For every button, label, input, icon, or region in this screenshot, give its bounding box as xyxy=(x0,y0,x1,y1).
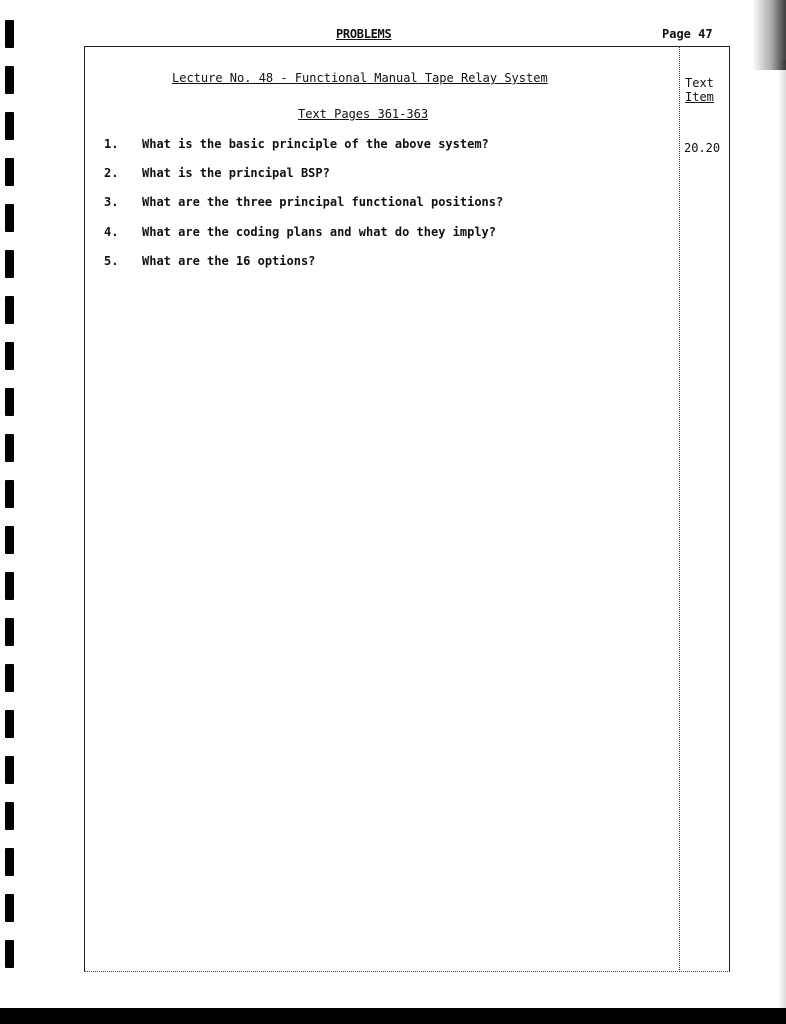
punch-hole xyxy=(5,158,14,186)
punch-hole xyxy=(5,342,14,370)
question-item xyxy=(104,137,489,151)
punch-hole xyxy=(5,20,14,48)
punch-hole xyxy=(5,66,14,94)
text-item-column-header xyxy=(685,76,714,104)
question-number: 2. xyxy=(104,166,119,180)
scan-bottom-shadow xyxy=(0,1008,786,1024)
punch-hole xyxy=(5,618,14,646)
problems-frame xyxy=(84,46,730,972)
page-number: Page 47 xyxy=(662,27,713,41)
punch-hole xyxy=(5,848,14,876)
binding-strip xyxy=(0,0,22,1024)
question-item xyxy=(104,195,503,209)
punch-hole xyxy=(5,710,14,738)
punch-hole xyxy=(5,204,14,232)
question-number: 4. xyxy=(104,225,119,239)
punch-hole xyxy=(5,664,14,692)
question-item xyxy=(104,254,315,268)
punch-hole xyxy=(5,572,14,600)
punch-hole xyxy=(5,388,14,416)
question-item xyxy=(104,166,330,180)
text-item-reference: 20.20 xyxy=(684,141,721,155)
punch-hole xyxy=(5,894,14,922)
page-heading: PROBLEMS xyxy=(336,27,392,41)
question-number: 3. xyxy=(104,195,119,209)
column-header-line1: Text xyxy=(685,76,714,90)
question-text: What is the basic principle of the above system? xyxy=(142,137,489,151)
punch-hole xyxy=(5,756,14,784)
punch-hole xyxy=(5,802,14,830)
column-header-line2: Item xyxy=(685,90,714,104)
punch-hole xyxy=(5,526,14,554)
page-edge-shadow xyxy=(778,60,786,1010)
question-text: What are the coding plans and what do they imply? xyxy=(142,225,497,239)
lecture-title: Lecture No. 48 - Functional Manual Tape Relay System xyxy=(172,71,548,85)
column-divider xyxy=(679,46,680,972)
punch-hole xyxy=(5,940,14,968)
punch-hole xyxy=(5,296,14,324)
punch-hole xyxy=(5,480,14,508)
question-text: What are the 16 options? xyxy=(142,254,316,268)
punch-hole xyxy=(5,112,14,140)
text-pages-reference: Text Pages 361-363 xyxy=(298,107,429,121)
question-number: 5. xyxy=(104,254,119,268)
punch-hole xyxy=(5,434,14,462)
punch-hole xyxy=(5,250,14,278)
question-text: What are the three principal functional positions? xyxy=(142,195,504,209)
question-item xyxy=(104,225,496,239)
question-text: What is the principal BSP? xyxy=(142,166,330,180)
question-number: 1. xyxy=(104,137,119,151)
